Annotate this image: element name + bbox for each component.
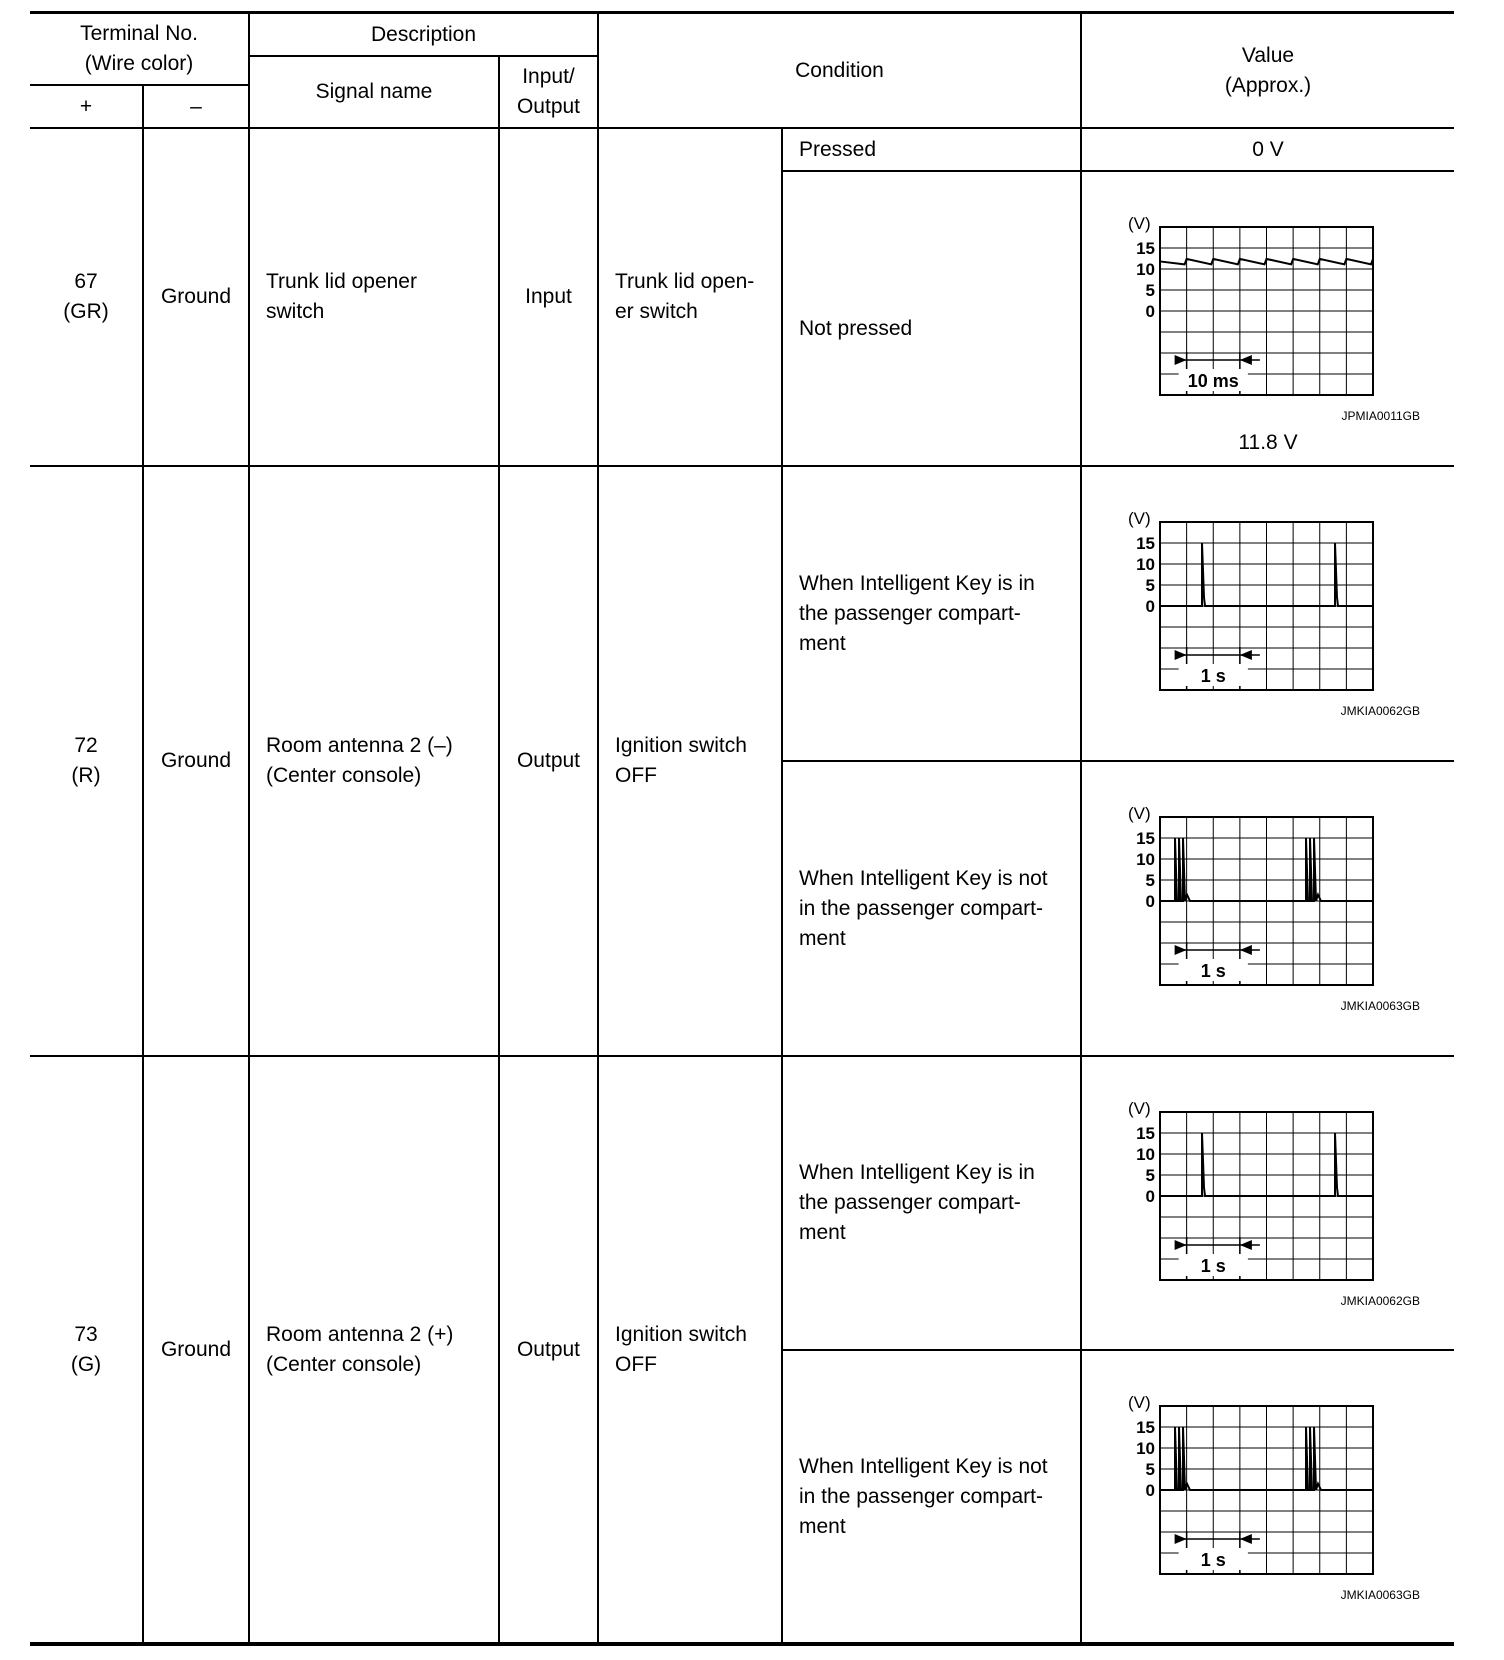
row-73-signal-name: Room antenna 2 (+) (Center console) [266,1322,454,1376]
tick-label: 10 [1136,555,1155,574]
row-67-ground: Ground [160,285,232,308]
waveform-code: JMKIA0062GB [1340,1294,1420,1308]
time-label: 1 s [1200,1550,1226,1570]
header-input-output: Input/ Output [516,65,581,118]
tick-label: 0 [1145,597,1155,616]
header-terminal-no: Terminal No. (Wire color) [80,22,198,75]
row-73-terminal: 73 (G) [70,1322,102,1376]
row-73-condition: Ignition switch OFF [615,1322,747,1376]
time-arrowhead [1240,355,1252,365]
time-arrowhead [1240,1534,1252,1544]
tick-label: 15 [1136,829,1155,848]
row-73-io: Output [516,1337,581,1361]
tick-label: 0 [1145,1187,1155,1206]
waveform-72-key-not-in [1120,805,1382,1000]
waveform-svg [1120,805,1382,991]
header-value: Value (Approx.) [1224,43,1312,97]
waveform-svg [1120,215,1382,401]
col-divider-condition-value [1080,12,1082,1644]
row-67-condition: Trunk lid open- er switch [615,270,755,323]
row-72-terminal: 72 (R) [71,734,101,787]
header-signal-name: Signal name [315,80,433,103]
unit-label: (V) [1128,215,1151,233]
tick-label: 10 [1136,1439,1155,1458]
waveform-72-key-in [1120,510,1382,705]
time-arrowhead [1175,1240,1187,1250]
table-bottom-border [30,1642,1454,1646]
waveform-code: JMKIA0063GB [1340,1588,1420,1602]
row-67-value-pressed: 0 V [1252,137,1284,161]
waveform-svg [1120,1394,1382,1580]
row-67-state-not-pressed: Not pressed [799,316,913,340]
waveform-67-not-pressed [1120,215,1382,410]
tick-label: 15 [1136,534,1155,553]
row-67-state-pressed: Pressed [799,137,877,161]
time-label: 1 s [1200,1256,1226,1276]
tick-label: 10 [1136,1145,1155,1164]
row-72-io: Output [516,749,581,772]
time-label: 1 s [1200,666,1226,686]
time-arrowhead [1175,650,1187,660]
row-72-state-key-not-in: When Intelligent Key is not in the passenger compart- ment [799,866,1048,950]
time-label: 10 ms [1187,371,1239,391]
row-73-state-key-not-in: When Intelligent Key is not in the passenger compart- ment [799,1454,1048,1538]
row-73-ground: Ground [160,1337,232,1361]
waveform-code: JPMIA0011GB [1341,409,1420,423]
time-label: 1 s [1200,961,1226,981]
tick-label: 5 [1145,576,1155,595]
waveform-svg [1120,1100,1382,1286]
row-72-state-key-in: When Intelligent Key is in the passenger compart- ment [799,571,1035,655]
time-arrowhead [1175,355,1187,365]
time-arrowhead [1240,1240,1252,1250]
row-72-signal-name: Room antenna 2 (–) (Center console) [266,734,453,787]
row-67-value-not-pressed: 11.8 V [1238,431,1298,454]
unit-label: (V) [1128,1100,1151,1118]
unit-label: (V) [1128,805,1151,823]
unit-label: (V) [1128,510,1151,528]
header-condition: Condition [795,58,884,82]
tick-label: 0 [1145,1481,1155,1500]
time-arrowhead [1175,945,1187,955]
header-minus: – [190,94,202,118]
row-73-state-key-in: When Intelligent Key is in the passenger compart- ment [799,1161,1035,1244]
tick-label: 10 [1136,850,1155,869]
tick-label: 10 [1136,260,1155,279]
waveform-code: JMKIA0062GB [1340,704,1420,718]
row-67-io: Input [525,285,572,308]
tick-label: 15 [1136,239,1155,258]
waveform-svg [1120,510,1382,696]
time-arrowhead [1240,945,1252,955]
tick-label: 5 [1145,281,1155,300]
tick-label: 5 [1145,871,1155,890]
unit-label: (V) [1128,1394,1151,1412]
row-72-ground: Ground [160,749,232,772]
waveform-code: JMKIA0063GB [1340,999,1420,1013]
tick-label: 0 [1145,892,1155,911]
row-67-terminal: 67 (GR) [63,270,109,323]
tick-label: 0 [1145,302,1155,321]
time-arrowhead [1175,1534,1187,1544]
header-plus: + [79,94,93,118]
row-67-signal-name: Trunk lid opener switch [266,270,417,323]
tick-label: 5 [1145,1460,1155,1479]
tick-label: 15 [1136,1418,1155,1437]
tick-label: 15 [1136,1124,1155,1143]
time-arrowhead [1240,650,1252,660]
waveform-73-key-in [1120,1100,1382,1295]
waveform-73-key-not-in [1120,1394,1382,1589]
header-description: Description [370,22,477,46]
tick-label: 5 [1145,1166,1155,1185]
row-72-condition: Ignition switch OFF [615,734,747,787]
